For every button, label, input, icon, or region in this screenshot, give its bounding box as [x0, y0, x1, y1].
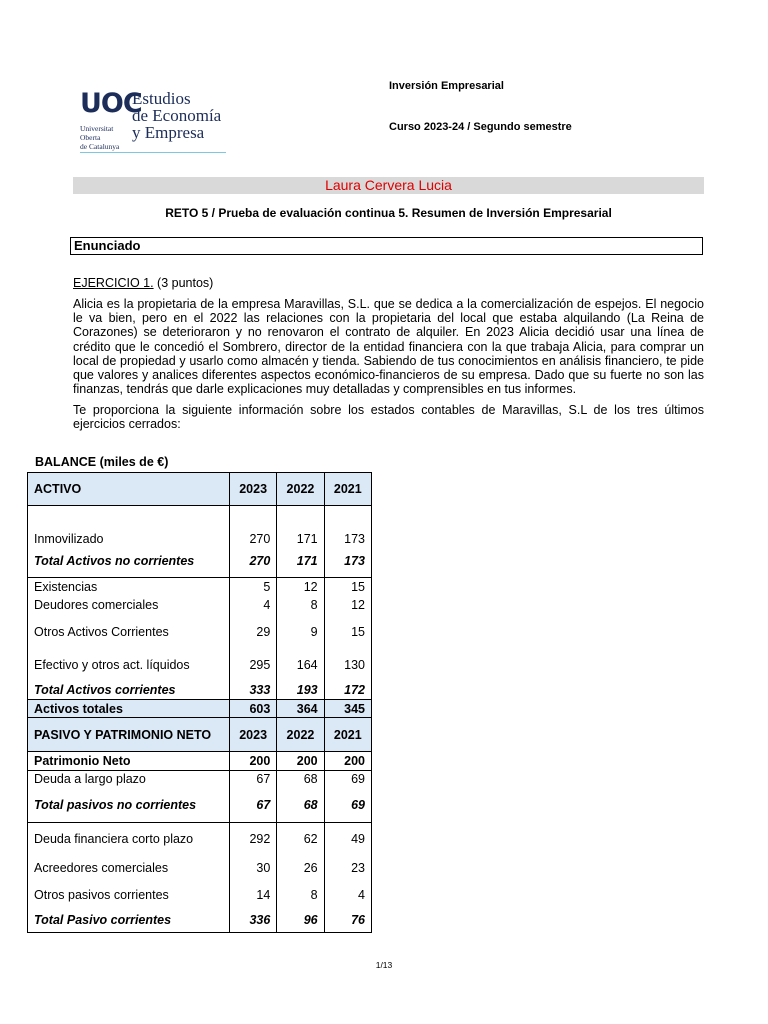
balance-cell: 15 — [324, 578, 371, 596]
balance-cell: 364 — [277, 700, 324, 718]
balance-row — [28, 578, 372, 596]
balance-cell: 172 — [324, 681, 371, 700]
balance-row — [28, 700, 372, 718]
balance-row-label — [28, 506, 230, 526]
balance-row-label: Patrimonio Neto — [28, 752, 230, 771]
balance-cell: 2022 — [277, 473, 324, 506]
balance-row-label: Total Activos corrientes — [28, 681, 230, 700]
balance-cell: 2023 — [229, 473, 276, 506]
balance-row-label: Total Activos no corrientes — [28, 546, 230, 578]
balance-row — [28, 681, 372, 700]
balance-cell: 76 — [324, 909, 371, 933]
balance-row — [28, 788, 372, 823]
balance-cell: 12 — [324, 596, 371, 614]
balance-cell: 68 — [277, 771, 324, 788]
balance-cell: 164 — [277, 650, 324, 681]
balance-cell: 62 — [277, 823, 324, 856]
balance-cell: 69 — [324, 788, 371, 823]
document-subtitle: RETO 5 / Prueba de evaluación continua 5. Resumen de Inversión Empresarial — [165, 206, 612, 220]
balance-row — [28, 596, 372, 614]
balance-cell: 336 — [229, 909, 276, 933]
balance-row — [28, 856, 372, 881]
balance-row — [28, 546, 372, 578]
page-number: 1/13 — [375, 960, 393, 970]
balance-row — [28, 650, 372, 681]
author-name-bar: Laura Cervera Lucia — [73, 177, 704, 194]
balance-row — [28, 881, 372, 909]
balance-cell: 23 — [324, 856, 371, 881]
balance-cell: 29 — [229, 614, 276, 650]
balance-row — [28, 909, 372, 933]
balance-cell: 200 — [277, 752, 324, 771]
logo-university-line: de Catalunya — [80, 142, 120, 151]
uoc-logo-mark: UOC — [80, 88, 142, 119]
balance-row-label: Deuda financiera corto plazo — [28, 823, 230, 856]
balance-row — [28, 614, 372, 650]
balance-cell: 67 — [229, 788, 276, 823]
balance-row-label: Otros pasivos corrientes — [28, 881, 230, 909]
balance-cell: 193 — [277, 681, 324, 700]
balance-cell: 2023 — [229, 718, 276, 752]
balance-cell: 270 — [229, 526, 276, 546]
balance-cell: 171 — [277, 526, 324, 546]
balance-row-label: Total Pasivo corrientes — [28, 909, 230, 933]
balance-table — [27, 472, 372, 933]
balance-cell: 8 — [277, 596, 324, 614]
balance-cell: 2021 — [324, 473, 371, 506]
uoc-logo-studies — [132, 90, 221, 141]
balance-row — [28, 752, 372, 771]
balance-cell: 26 — [277, 856, 324, 881]
balance-cell: 4 — [324, 881, 371, 909]
balance-row — [28, 718, 372, 752]
balance-cell: 12 — [277, 578, 324, 596]
balance-cell: 69 — [324, 771, 371, 788]
balance-cell: 15 — [324, 614, 371, 650]
balance-row-label: ACTIVO — [28, 473, 230, 506]
logo-university-line: Oberta — [80, 133, 101, 142]
exercise-paragraph: Alicia es la propietaria de la empresa Maravillas, S.L. que se dedica a la comercialización de espejos. El negocio le va bien, pero en el 2022 las relaciones con la propietaria del local que estaba alquilando (La Reina de Corazones) se deterioraron y no renovaron el contrato de alquiler. En 2023 Alicia decidió usar una línea de crédito que le concedió el Sombrero, director de la entidad financiera con la que trabaja Alicia, para comprar un local de propiedad y usarlo como almacén y tienda. Sabiendo de tus conocimientos en análisis financiero, te pide que valores y analices diferentes aspectos económico-financieros de su empresa. Dado que su fuerte no son las finanzas, tendrás que darle explicaciones muy detalladas y comprensibles en tus informes. — [73, 297, 704, 397]
balance-cell: 96 — [277, 909, 324, 933]
balance-row-label: Inmovilizado — [28, 526, 230, 546]
exercise-paragraph: Te proporciona la siguiente información sobre los estados contables de Maravillas, S.L de los tres últimos ejercicios cerrados: — [73, 403, 704, 432]
balance-cell: 292 — [229, 823, 276, 856]
balance-cell: 171 — [277, 546, 324, 578]
balance-row-label: Deuda a largo plazo — [28, 771, 230, 788]
balance-cell: 30 — [229, 856, 276, 881]
balance-row-label: Efectivo y otros act. líquidos — [28, 650, 230, 681]
logo-studies-line: y Empresa — [132, 123, 205, 142]
course-term: Curso 2023-24 / Segundo semestre — [389, 121, 572, 133]
exercise-points: (3 puntos) — [153, 276, 214, 290]
balance-row — [28, 526, 372, 546]
balance-cell: 2021 — [324, 718, 371, 752]
balance-cell: 270 — [229, 546, 276, 578]
exercise-label: EJERCICIO 1. — [73, 276, 154, 290]
balance-cell: 8 — [277, 881, 324, 909]
balance-cell: 345 — [324, 700, 371, 718]
section-heading: Enunciado — [70, 237, 703, 255]
balance-cell: 200 — [229, 752, 276, 771]
balance-cell: 130 — [324, 650, 371, 681]
balance-row-label: Acreedores comerciales — [28, 856, 230, 881]
balance-row-label: PASIVO Y PATRIMONIO NETO — [28, 718, 230, 752]
balance-row — [28, 771, 372, 788]
uoc-logo-university — [80, 124, 119, 151]
balance-cell: 49 — [324, 823, 371, 856]
course-name: Inversión Empresarial — [389, 80, 504, 92]
balance-cell: 603 — [229, 700, 276, 718]
logo-studies-line: Estudios — [132, 89, 191, 108]
balance-cell: 2022 — [277, 718, 324, 752]
balance-row — [28, 473, 372, 506]
balance-cell: 173 — [324, 526, 371, 546]
balance-row-label: Existencias — [28, 578, 230, 596]
balance-cell: 173 — [324, 546, 371, 578]
balance-cell: 4 — [229, 596, 276, 614]
balance-cell: 9 — [277, 614, 324, 650]
balance-cell: 200 — [324, 752, 371, 771]
logo-underline — [80, 152, 226, 153]
balance-cell: 295 — [229, 650, 276, 681]
balance-row — [28, 506, 372, 526]
logo-university-line: Universitat — [80, 124, 114, 133]
balance-row-label: Otros Activos Corrientes — [28, 614, 230, 650]
logo-studies-line: de Economía — [132, 106, 222, 125]
balance-row-label: Total pasivos no corrientes — [28, 788, 230, 823]
balance-title: BALANCE (miles de €) — [35, 455, 169, 469]
exercise-title — [73, 276, 213, 290]
balance-cell: 5 — [229, 578, 276, 596]
balance-row-label: Deudores comerciales — [28, 596, 230, 614]
balance-row-label: Activos totales — [28, 700, 230, 718]
balance-row — [28, 823, 372, 856]
balance-cell: 68 — [277, 788, 324, 823]
balance-cell: 333 — [229, 681, 276, 700]
balance-cell — [277, 506, 324, 526]
balance-cell — [324, 506, 371, 526]
balance-cell: 14 — [229, 881, 276, 909]
balance-cell — [229, 506, 276, 526]
balance-cell: 67 — [229, 771, 276, 788]
